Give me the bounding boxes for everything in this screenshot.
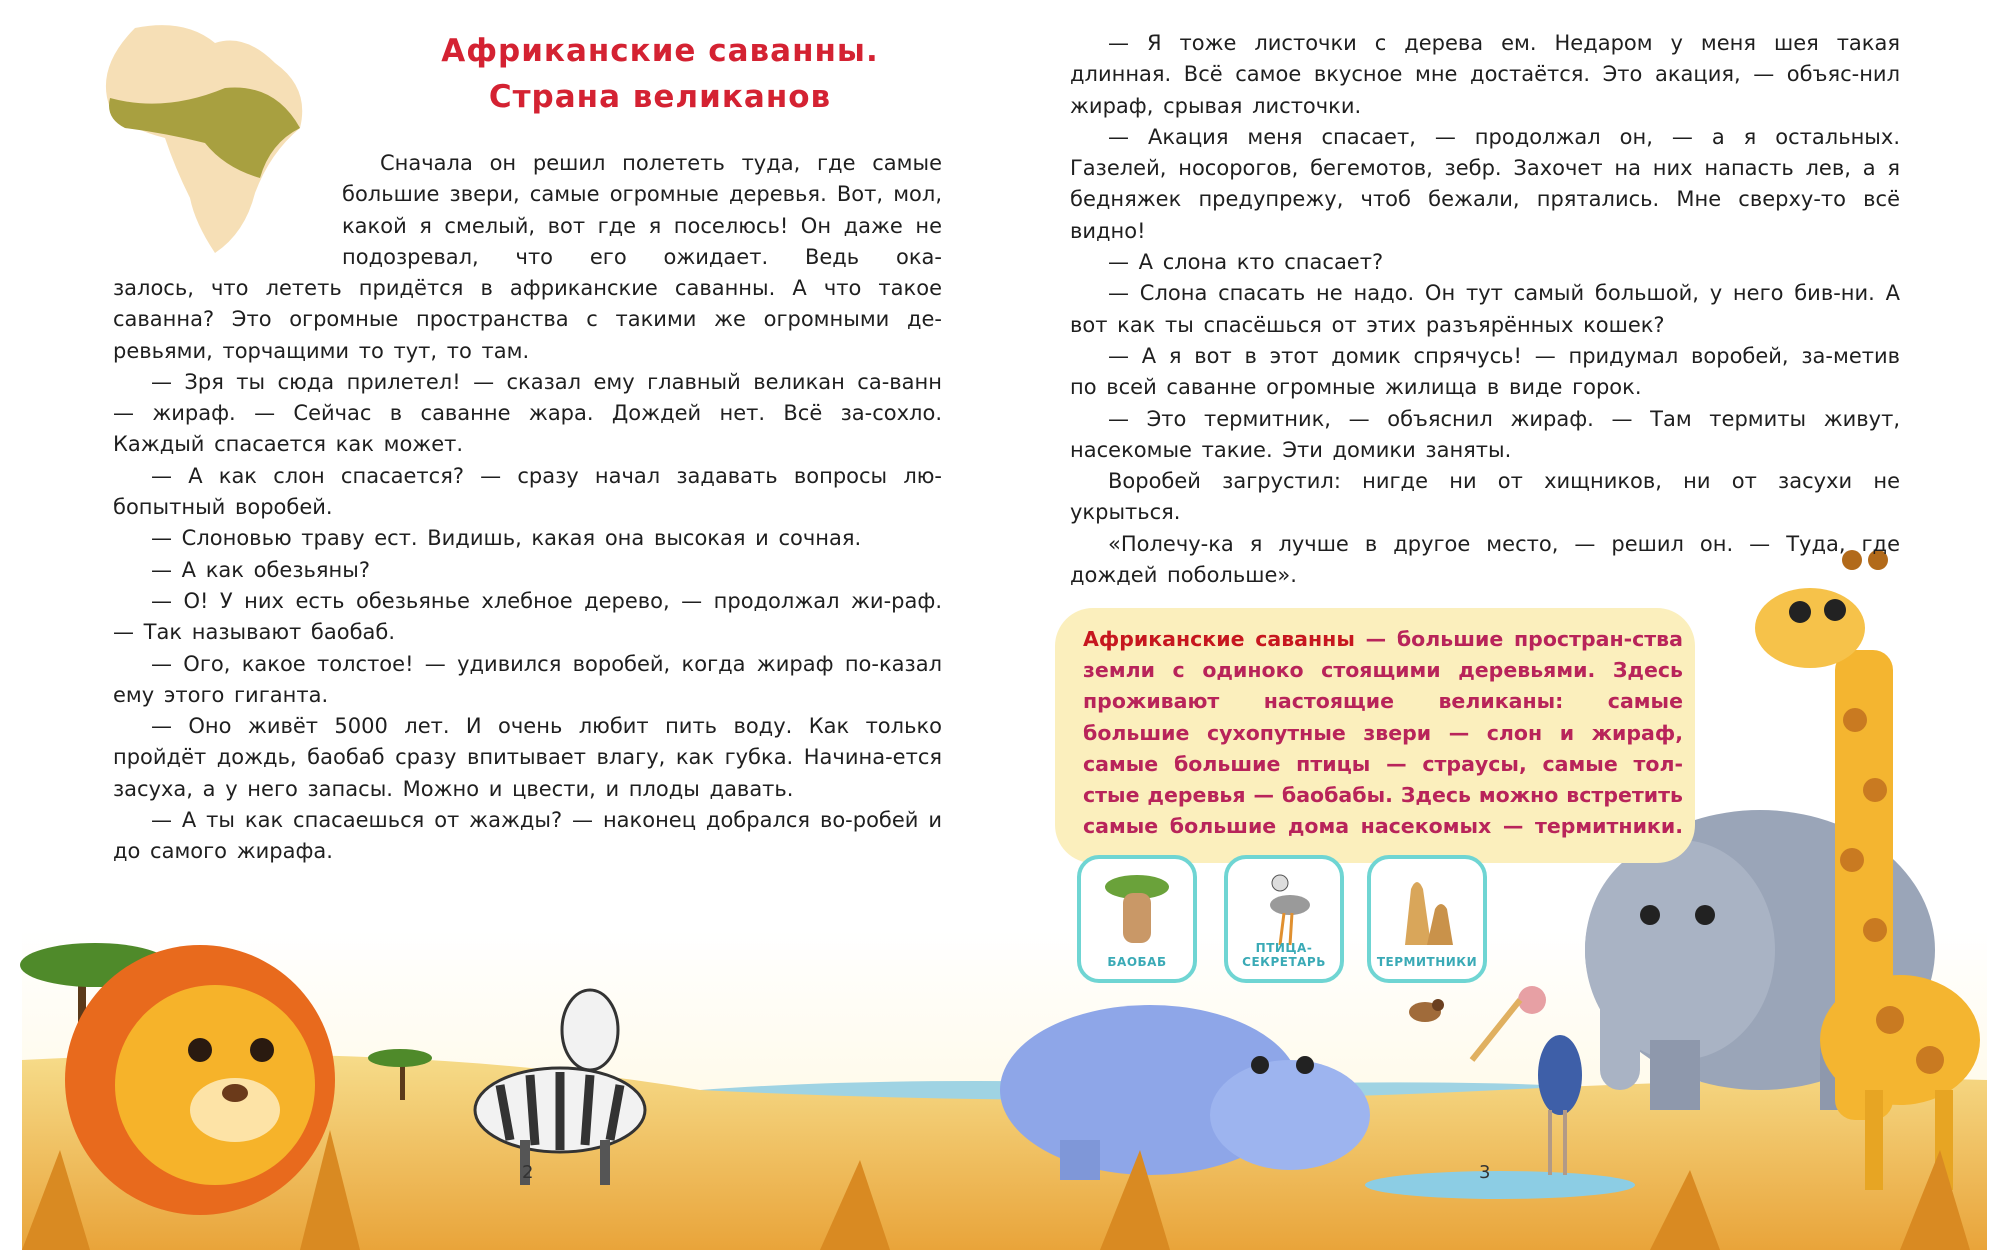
paragraph: — Ого, какое толстое! — удивился воробей, когда жираф по-казал ему этого гиганта. [113, 651, 942, 707]
left-text-column [113, 273, 942, 868]
left-intro-paragraph: Сначала он решил полететь туда, где самые большие звери, самые огромные деревья. Вот, мол, какой я смелый, вот где я поселюсь! Он даже не подозревал, что его ожидает. Ведь ока- [342, 151, 942, 269]
card-secretary-bird [1224, 855, 1344, 983]
africa-map-icon [95, 18, 315, 258]
card-termite-mound [1367, 855, 1487, 983]
card-caption: ПТИЦА-СЕКРЕТАРЬ [1242, 941, 1326, 969]
right-text-column [1070, 28, 1900, 591]
paragraph: — А слона кто спасает? [1108, 250, 1384, 275]
paragraph: залось, что лететь придётся в африканские саванны. А что такое саванна? Это огромные пространства с такими же огромными де-ревьями, торчащими то тут, то там. [113, 276, 942, 363]
title-line-2: Страна великанов [488, 79, 832, 115]
info-box-text [1083, 624, 1683, 842]
title-line-1: Африканские саванны. [441, 33, 879, 69]
card-caption: БАОБАБ [1107, 955, 1167, 969]
lion-illustration [65, 945, 335, 1215]
paragraph: — А как слон спасается? — сразу начал задавать вопросы лю-бопытный воробей. [113, 463, 942, 520]
baobab-icon [1097, 869, 1177, 949]
paragraph: — Слона спасать не надо. Он тут самый большой, у него бив-ни. А вот как ты спасёшься от этих разъярённых кошек? [1070, 281, 1900, 337]
paragraph: — А ты как спасаешься от жажды? — наконец добрался во-робей и до самого жирафа. [113, 808, 942, 864]
paragraph: Воробей загрустил: нигде ни от хищников, ни от засухи не укрыться. [1070, 469, 1900, 525]
page-number-right: 3 [1479, 1162, 1491, 1183]
info-body: — большие простран-ства земли с одиноко стоящими деревьями. Здесь проживают настоящие великаны: самые большие сухопутные звери — слон и жираф, самые большие птицы — страусы, самые тол-стые деревья — баобабы. Здесь можно встретить самые большие дома насекомых — термитники. [1083, 627, 1683, 839]
termite-mound-icon [1387, 869, 1467, 949]
paragraph: — Это термитник, — объяснил жираф. — Там термиты живут, насекомые такие. Эти домики заняты. [1070, 406, 1900, 462]
paragraph: — Я тоже листочки с дерева ем. Недаром у меня шея такая длинная. Всё самое вкусное мне достаётся. Это акация, — объяс-нил жираф, срывая листочки. [1070, 31, 1900, 118]
paragraph: — Акация меня спасает, — продолжал он, — а я остальных. Газелей, носорогов, бегемотов, зебр. Захочет на них напасть лев, а я бедняжек предупрежу, чтоб бежали, прятались. Мне сверху-то всё видно! [1070, 124, 1900, 243]
secretary-bird-icon [1244, 869, 1324, 949]
page-title [380, 28, 940, 120]
page-number-left: 2 [522, 1162, 534, 1183]
paragraph: — А я вот в этот домик спрячусь! — придумал воробей, за-метив по всей саванне огромные жилища в виде горок. [1070, 343, 1900, 400]
paragraph: — Оно живёт 5000 лет. И очень любит пить воду. Как только пройдёт дождь, баобаб сразу впитывает влагу, как губка. Начина-ется засуха, а у него запасы. Можно и цвести, и плоды давать. [113, 714, 942, 801]
info-highlight: Африканские саванны [1083, 627, 1355, 651]
card-baobab [1077, 855, 1197, 983]
card-caption: ТЕРМИТНИКИ [1376, 955, 1478, 969]
paragraph: — Слоновью траву ест. Видишь, какая она высокая и сочная. [151, 526, 862, 551]
paragraph: — О! У них есть обезьянье хлебное дерево, — продолжал жи-раф. — Так называют баобаб. [113, 588, 942, 645]
paragraph: — Зря ты сюда прилетел! — сказал ему главный великан са-ванн — жираф. — Сейчас в саванне жара. Дождей нет. Всё за-сохло. Каждый спасается как может. [113, 369, 942, 457]
paragraph: — А как обезьяны? [151, 557, 370, 582]
paragraph: «Полечу-ка я лучше в другое место, — решил он. — Туда, где дождей побольше». [1070, 531, 1900, 588]
